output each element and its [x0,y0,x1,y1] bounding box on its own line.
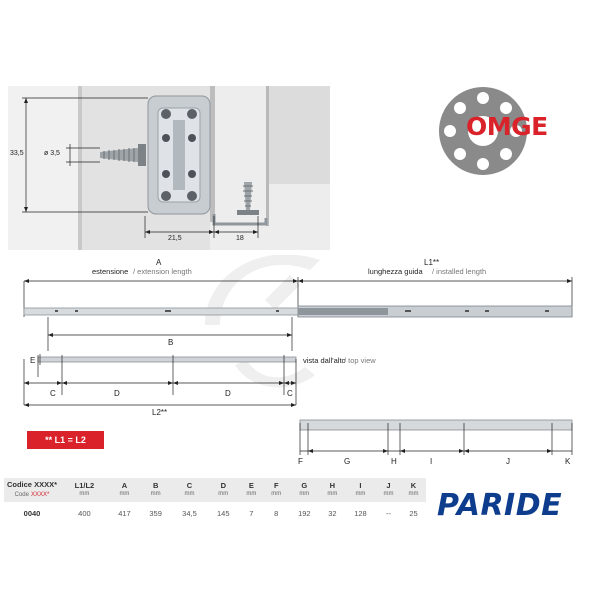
section-height-label: 33,5 [10,150,24,157]
table-cell: 25 [409,508,418,518]
table-header-cell: A mm [109,478,140,502]
table-cell: 32 [328,508,337,518]
dim-l1-caption-en: / installed length [432,267,487,276]
dim-d-right-letter: D [225,389,231,398]
table-header-row [4,478,426,502]
section-drawing-svg [8,86,330,250]
dim-d-left-letter: D [114,389,120,398]
dim-h-letter: H [391,457,397,466]
dim-l1-caption-it: lunghezza guida [368,267,423,276]
table-header-cell: D mm [208,478,239,502]
table-cell: -- [386,508,391,518]
dim-l2-letter: L2** [152,408,168,417]
header-code-x: XXXX* [34,480,58,489]
table-header-cell: C mm [171,478,207,502]
l1-equals-l2-note: ** L1 = L2 [27,431,104,449]
table-header-cell: G mm [289,478,320,502]
section-drawing [8,86,330,250]
dim-a-letter: A [156,258,162,267]
table-cell: 359 [149,508,162,518]
dim-i-letter: I [430,457,433,466]
dim-a-caption-en: / extension length [133,267,192,276]
top-view-en: / top view [344,356,376,365]
dim-b-letter: B [168,338,174,347]
top-view-it: vista dall'alto [303,356,346,365]
dim-e-letter: E [30,356,36,365]
dim-c-left-letter: C [50,389,56,398]
depth-label: 21,5 [168,235,182,242]
table-header-cell: L1/L2 mm [60,478,109,502]
dim-a-caption-it: estensione [92,267,129,276]
table-header-code [4,478,60,502]
dim-g-letter: G [344,457,351,466]
table-cell: 7 [249,508,254,518]
header-code-label-en: Code [14,492,29,498]
table-header-cell: K mm [401,478,426,502]
table-header-cell: H mm [320,478,345,502]
paride-logo: PARIDE [437,488,563,523]
table-cell: 145 [217,508,230,518]
dim-c-right-letter: C [287,389,293,398]
dim-l1-letter: L1** [424,258,440,267]
table-cell: 8 [274,508,279,518]
table-cell: 417 [118,508,131,518]
table-cell-code: 0040 [23,508,41,518]
table-header-cell: E mm [239,478,264,502]
dim-k-letter: K [565,457,571,466]
spec-table [4,478,426,524]
table-cell: 400 [78,508,91,518]
table-row [4,502,426,524]
table-header-cell: F mm [264,478,289,502]
omge-logo-text: OMGE [466,112,548,141]
dim-f-letter: F [298,457,303,466]
header-code-x-en: XXXX* [31,492,50,498]
dim-j-letter: J [506,457,510,466]
table-header-cell: I mm [345,478,376,502]
screw-diameter-label: ø 3,5 [44,150,60,157]
table-cell: 192 [298,508,311,518]
header-code-label: Codice [6,480,32,489]
table-cell: 128 [354,508,367,518]
table-header-cell: J mm [376,478,401,502]
table-cell: 34,5 [182,508,197,518]
bracket-label: 18 [236,235,244,242]
table-header-cell: B mm [140,478,171,502]
